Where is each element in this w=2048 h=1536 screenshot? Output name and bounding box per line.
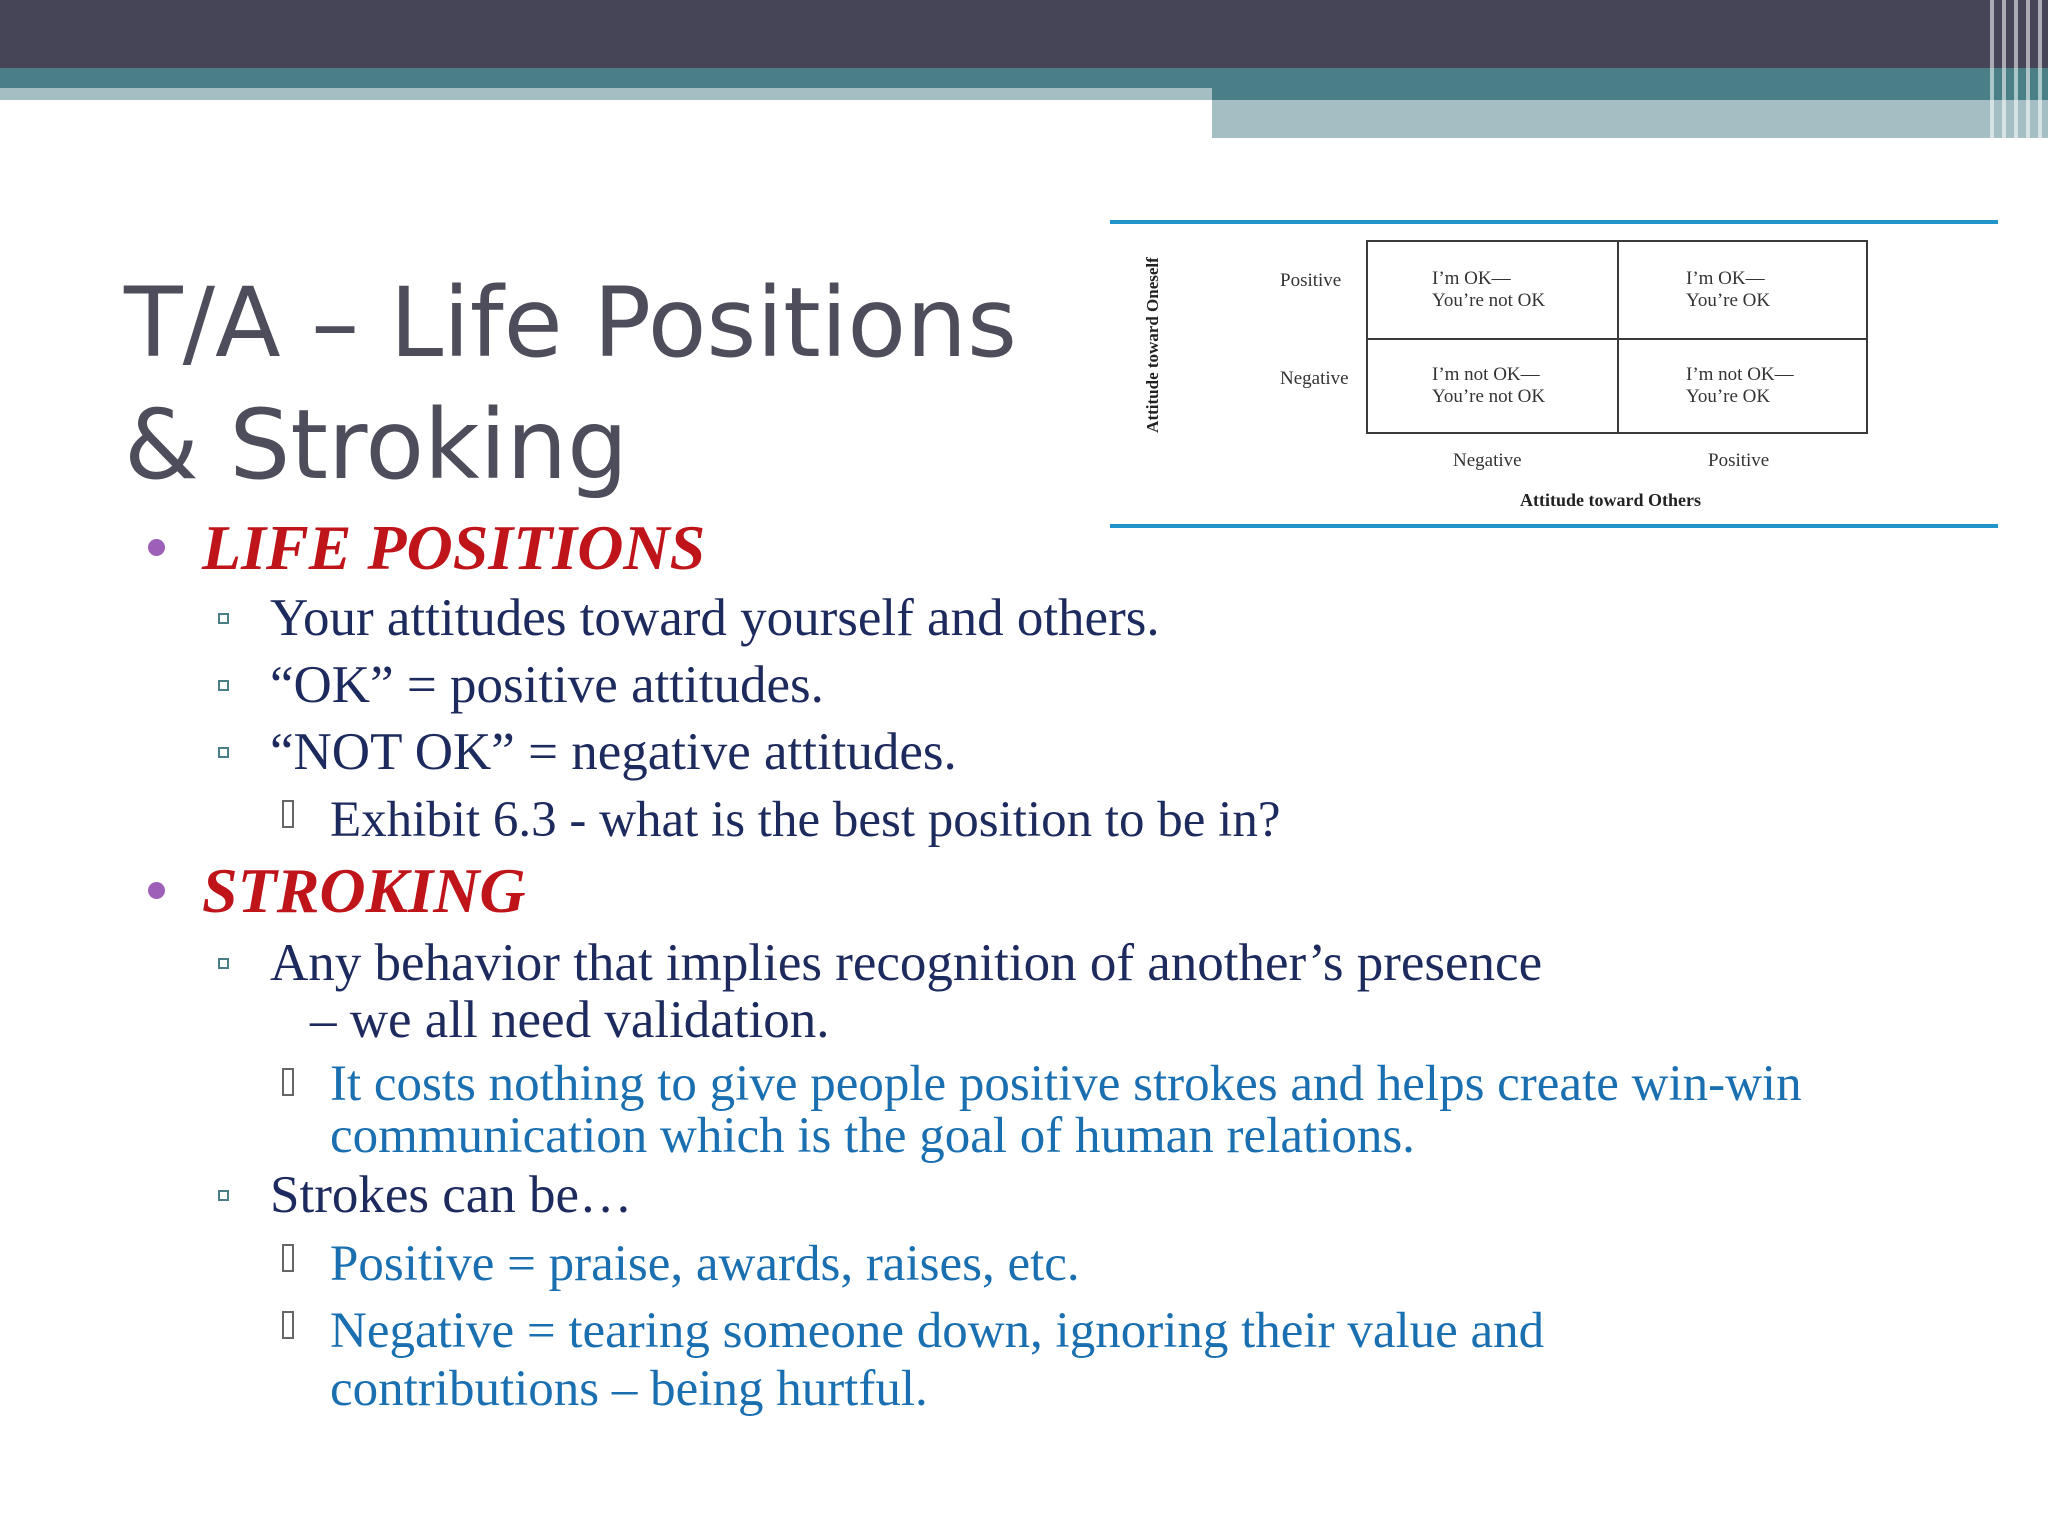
header-band-dark xyxy=(0,0,2048,68)
bullet-dot-icon xyxy=(148,539,165,556)
life-positions-item-2: “OK” = positive attitudes. xyxy=(270,656,824,714)
exhibit-cell-bottom-right xyxy=(1686,364,1794,408)
exhibit-cell-text: You’re OK xyxy=(1686,290,1771,311)
exhibit-cell-text: You’re OK xyxy=(1686,386,1771,407)
stroking-item-2-sub-1: Positive = praise, awards, raises, etc. xyxy=(330,1236,1080,1292)
exhibit-x-label-positive: Positive xyxy=(1708,450,1770,471)
heading-life-positions: LIFE POSITIONS xyxy=(202,512,706,583)
slide-title xyxy=(124,262,1084,506)
exhibit-cell-text: You’re not OK xyxy=(1432,386,1546,407)
exhibit-cell-bottom-left xyxy=(1432,364,1545,408)
stroking-item-1-line1: Any behavior that implies recognition of another’s presence xyxy=(270,934,1543,992)
life-positions-sub-item: Exhibit 6.3 - what is the best position to be in? xyxy=(330,792,1281,848)
header-band-light-left xyxy=(0,88,1212,100)
stroking-item-1-line2: – we all need validation. xyxy=(310,991,830,1049)
exhibit-cell-top-left xyxy=(1432,268,1545,312)
square-bullet-icon xyxy=(218,747,229,758)
stroking-item-1-sub-line1: It costs nothing to give people positive strokes and helps create win-win xyxy=(330,1056,1802,1112)
stroking-item-2: Strokes can be… xyxy=(270,1166,633,1224)
square-bullet-icon xyxy=(218,1190,229,1201)
exhibit-y-label-positive: Positive xyxy=(1280,270,1342,291)
slide-title-line1: T/A – Life Positions xyxy=(124,267,1018,379)
stroking-item-1-sub-line2: communication which is the goal of human relations. xyxy=(330,1108,1415,1164)
exhibit-x-label-negative: Negative xyxy=(1453,450,1522,471)
exhibit-rule-bottom xyxy=(1110,524,1998,528)
square-bullet-icon xyxy=(218,958,229,969)
sub-bullet-icon xyxy=(282,800,294,828)
exhibit-cell-top-right xyxy=(1686,268,1770,312)
bullet-dot-icon xyxy=(148,882,165,899)
heading-stroking: STROKING xyxy=(202,855,526,926)
exhibit-y-axis-title: Attitude toward Oneself xyxy=(1143,257,1162,433)
exhibit-cell-text: I’m not OK— xyxy=(1686,364,1794,385)
exhibit-y-label-negative: Negative xyxy=(1280,368,1349,389)
square-bullet-icon xyxy=(218,613,229,624)
stroking-item-2-sub-2-line1: Negative = tearing someone down, ignoring their value and xyxy=(330,1303,1545,1359)
exhibit-cell-text: I’m OK— xyxy=(1432,268,1511,289)
exhibit-grid-vline xyxy=(1617,242,1619,432)
exhibit-rule-top xyxy=(1110,220,1998,224)
header-edge-stripes xyxy=(1990,0,2048,138)
exhibit-cell-text: I’m OK— xyxy=(1686,268,1765,289)
exhibit-grid xyxy=(1366,240,1868,434)
exhibit-cell-text: You’re not OK xyxy=(1432,290,1546,311)
exhibit-cell-text: I’m not OK— xyxy=(1432,364,1540,385)
life-positions-exhibit xyxy=(1110,220,1998,530)
sub-bullet-icon xyxy=(282,1311,294,1339)
slide-title-line2: & Stroking xyxy=(124,389,629,501)
sub-bullet-icon xyxy=(282,1068,294,1096)
square-bullet-icon xyxy=(218,680,229,691)
life-positions-item-3: “NOT OK” = negative attitudes. xyxy=(270,723,957,781)
sub-bullet-icon xyxy=(282,1244,294,1272)
header-band-light-right xyxy=(1212,100,2048,138)
exhibit-grid-hline xyxy=(1368,338,1866,340)
life-positions-item-1: Your attitudes toward yourself and others. xyxy=(270,589,1160,647)
stroking-item-2-sub-2-line2: contributions – being hurtful. xyxy=(330,1361,928,1417)
exhibit-x-axis-title: Attitude toward Others xyxy=(1520,490,1701,510)
